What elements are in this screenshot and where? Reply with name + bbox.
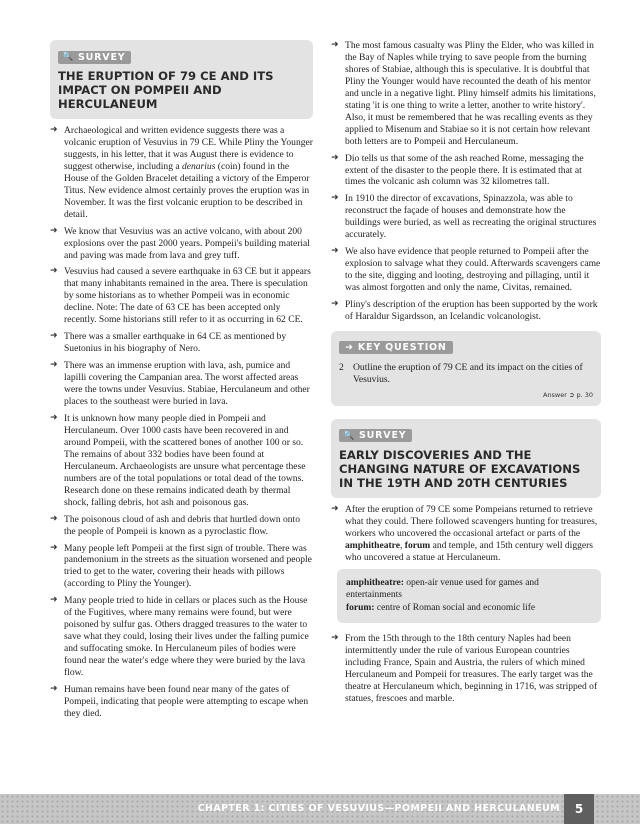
bullet-list (331, 633, 601, 705)
glossary-term: forum (404, 539, 431, 551)
arrow-right-icon: ➜ (331, 632, 339, 643)
list-item: ➜ Many people tried to hide in cellars or places such as the House of the Fugitives, where many remains were found, but were poisoned by sulfur gas. Others dragged treasures to the water to save what they could, losing their lives under the falling pumice and suffocating smoke. In Herculaneum piles of bodies were found near the water's edge where they were buried by the lava flow. (50, 595, 309, 679)
arrow-right-icon: ➜ (50, 266, 58, 277)
chapter-title: CHAPTER 1: CITIES OF VESUVIUS—POMPEII AND HERCULANEUM (197, 803, 560, 814)
list-item: ➜ After the eruption of 79 CE some Pompeians returned to retrieve what they could. There followed scavengers hunting for treasures, workers who uncovered the occasional artefact or parts of the amphitheatre, forum and temple, and 15th century well diggers who uncovered a statue at Herculaneum. (331, 503, 598, 563)
glossary-term: amphitheatre (345, 539, 400, 551)
arrow-right-icon: ➜ (50, 360, 58, 371)
magnifier-icon: 🔍 (62, 52, 75, 62)
list-item: ➜ The most famous casualty was Pliny the Elder, who was killed in the Bay of Naples while trying to save people from the burning shores of Stabiae, although this is speculative. It is doubtful that Pliny the Younger would have recounted the death of his mentor and uncle in a negative light. Pliny himself admits his limitations, stating 'it is one thing to write a letter, another to write history'. Also, it must be remembered that he was recalling events as they applied to Misenum and Stabiae so it is not certain how relevant both letters are to Pompeii and Herculaneum. (331, 40, 596, 147)
arrow-right-icon: ➜ (331, 40, 339, 50)
section-title: EARLY DISCOVERIES AND THE CHANGING NATURE OF EXCAVATIONS IN THE 19TH AND 20TH CENTURIES (339, 447, 581, 490)
survey-tag-label: SURVEY (359, 430, 407, 442)
glossary-entry: amphitheatre: open-air venue used for games and entertainments (346, 577, 539, 600)
list-item: ➜ The poisonous cloud of ash and debris that hurtled down onto the people of Pompeii is known as a pyroclastic flow. (50, 513, 300, 537)
key-question-item (339, 362, 593, 386)
question-number: 2 (339, 361, 344, 373)
arrow-right-icon: ➜ (50, 513, 58, 524)
list-item: ➜ Vesuvius had caused a severe earthquake in 63 CE but it appears that many inhabitants remained in the area. There is speculation by some historians as to whether Pompeii was in economic decline. Note: The date of 63 CE has been accepted only recently. Some historians still refer to it as occurring in 62 CE. (50, 266, 311, 326)
question-text: Outline the eruption of 79 CE and its impact on the cities of Vesuvius. (353, 361, 583, 385)
survey-tag (58, 51, 131, 64)
arrow-right-icon: ➜ (50, 683, 58, 694)
list-item: ➜ Archaeological and written evidence suggests there was a volcanic eruption of Vesuvius in 79 CE. While Pliny the Younger suggests, in his letter, that it was August there is evidence to suggest otherwise, including a denarius (coin) found in the House of the Golden Bracelet detailing a victory of the Emperor Titus. New evidence almost certainly proves the eruption was in November. It was the first volcanic eruption to be described in detail. (50, 125, 313, 220)
glossary-box (337, 569, 601, 623)
list-item: ➜ We also have evidence that people returned to Pompeii after the explosion to salvage what they could. Afterwards scavengers came to the site, digging and looting, destroying and pillaging, until it was almost forgotten and only the name, Civitas, remained. (331, 246, 601, 294)
bullet-list (331, 40, 601, 323)
arrow-right-icon: ➜ (331, 503, 339, 514)
list-item: ➜ There was an immense eruption with lava, ash, pumice and lapilli covering the Campanian area. The worst affected areas were the towns under Vesuvius. Stabiae, Herculaneum and other places to the southeast were buried in lava. (50, 360, 310, 408)
key-question-box (331, 331, 601, 406)
list-item: ➜ Many people left Pompeii at the first sign of trouble. There was pandemonium in the streets as the situation worsened and people tried to get to the water, covering their heads with pillows (according to Pliny the Younger). (50, 542, 312, 590)
arrow-right-icon: ➜ (50, 225, 58, 236)
list-item: ➜ It is unknown how many people died in Pompeii and Herculaneum. Over 1000 casts have been recovered in and around Pompeii, with the scattered bones of another 100 or so. The remains of about 332 bodies have been found at Herculaneum. Archaeologists are unsure what percentage these numbers are of the total populations or total dead of the towns. Research done on these remains indicated death by thermal shock, falling debris, hot ash and poisonous gas. (50, 412, 306, 508)
arrow-right-icon: ➜ (331, 246, 339, 257)
arrow-right-icon: ➜ (331, 152, 339, 163)
bullet-list (331, 504, 601, 564)
arrow-right-icon: ➜ (345, 341, 354, 353)
arrow-right-icon: ➜ (331, 193, 339, 204)
bullet-list (50, 125, 313, 720)
list-item: ➜ Pliny's description of the eruption has been supported by the work of Haraldur Sigardsson, an Icelandic volcanologist. (331, 299, 598, 323)
right-column (331, 40, 601, 709)
list-item: ➜ There was a smaller earthquake in 64 CE as mentioned by Suetonius in his biography of Nero. (50, 331, 287, 355)
survey-header (331, 419, 601, 498)
key-question-tag: ➜ KEY QUESTION (339, 341, 453, 354)
arrow-right-icon: ➜ (50, 125, 58, 135)
arrow-right-icon: ➜ (50, 595, 58, 606)
section-title: THE ERUPTION OF 79 CE AND ITS IMPACT ON POMPEII AND HERCULANEUM (58, 69, 274, 111)
survey-tag (339, 429, 412, 442)
magnifier-icon: 🔍 (343, 430, 356, 441)
list-item: ➜ Human remains have been found near many of the gates of Pompeii, indicating that people were attempting to escape when they died. (50, 683, 309, 719)
survey-header (50, 40, 313, 119)
arrow-right-icon: ➜ (50, 331, 58, 342)
arrow-right-icon: ➜ (50, 542, 58, 553)
list-item: ➜ From the 15th through to the 18th century Naples had been intermittently under the rule of various European countries including France, Spain and Austria, the rulers of which mined Herculaneum and Pompeii for treasures. The early target was the theatre at Herculaneum which, beginning in 1716, was stripped of statues, frescoes and marble. (331, 632, 598, 704)
survey-tag-label: SURVEY (78, 51, 126, 63)
page-footer (0, 794, 640, 824)
glossary-entry: forum: centre of Roman social and economic life (346, 602, 536, 613)
list-item: ➜ We know that Vesuvius was an active volcano, with about 200 explosions over the past 2000 years. Pompeii's building material and paving was made from lava and grey tuff. (50, 225, 310, 261)
arrow-right-icon: ➜ (50, 412, 58, 423)
arrow-right-icon: ➜ (331, 299, 339, 310)
list-item: ➜ In 1910 the director of excavations, Spinazzola, was able to reconstruct the façade of houses and demonstrate how the buildings were buried, as well as recreating the original structures accurately. (331, 193, 597, 241)
page-number: 5 (564, 794, 594, 824)
list-item: ➜ Dio tells us that some of the ash reached Rome, messaging the extent of the disaster to the people there. It is estimated that at times the volcanic ash column was 32 kilometres tall. (331, 152, 584, 188)
left-column (50, 40, 313, 725)
answer-reference: Answer ➲ p. 30 (542, 390, 593, 399)
